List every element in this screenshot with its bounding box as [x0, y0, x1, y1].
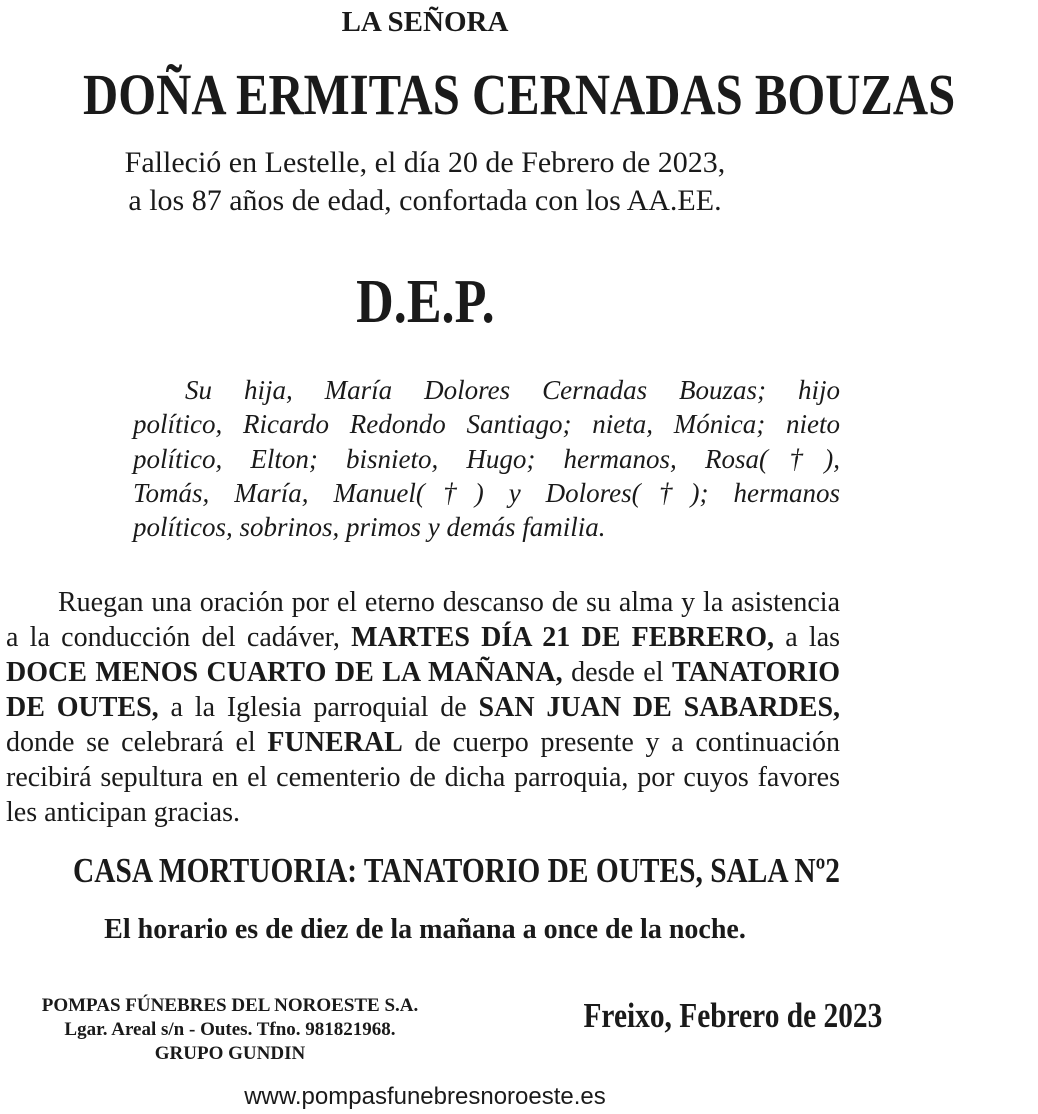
death-notice-line-1: Falleció en Lestelle, el día 20 de Febrero de 2023, [124, 146, 726, 179]
funeral-company-block [10, 994, 450, 1066]
deceased-name: DOÑA ERMITAS CERNADAS BOUZAS [83, 62, 956, 127]
visiting-hours: El horario es de diez de la mañana a once de la noche. [104, 914, 746, 945]
company-group: GRUPO GUNDIN [154, 1043, 306, 1064]
mortuary-location: CASA MORTUORIA: TANATORIO DE OUTES, SALA Nº2 [73, 851, 840, 890]
church-name: SAN JUAN DE SABARDES, [478, 692, 841, 723]
honorific-label: LA SEÑORA [341, 6, 509, 38]
funeral-word: FUNERAL [267, 727, 403, 758]
dep-heading: D.E.P. [355, 268, 495, 336]
company-address: Lgar. Areal s/n - Outes. Tfno. 981821968. [64, 1019, 396, 1040]
website-link[interactable]: www.pompasfunebresnoroeste.es [244, 1083, 606, 1110]
funeral-home: TANATORIO DE OUTES, [6, 657, 841, 723]
death-notice-line-2: a los 87 años de edad, confortada con los AA.EE. [128, 184, 722, 217]
family-paragraph [133, 373, 840, 544]
family-line: Su hija, María Dolores Cernadas Bouzas; hijo [185, 375, 840, 405]
family-line: Tomás, María, Manuel(†) y Dolores(†); hermanos [133, 477, 840, 508]
company-name: POMPAS FÚNEBRES DEL NOROESTE S.A. [41, 995, 419, 1016]
family-line: político, Ricardo Redondo Santiago; nieta, Mónica; nieto [133, 409, 840, 440]
ceremony-paragraph: Ruegan una oración por el eterno descanso de su alma y la asistencia a la conducción del cadáver, MARTES DÍA 21 DE FEBRERO, a las DOCE MENOS CUARTO DE LA MAÑANA, desde el TANATORIO DE OUTES, a la Iglesia parroquial de SAN JUAN DE SABARDES, donde se celebrará el FUNERAL de cuerpo presente y a continuación recibirá sepultura en el cementerio de dicha parroquia, por cuyos favores les anticipan gracias. [6, 587, 841, 828]
funeral-date: MARTES DÍA 21 DE FEBRERO, [351, 622, 774, 653]
funeral-time: DOCE MENOS CUARTO DE LA MAÑANA, [6, 657, 563, 688]
family-line: políticos, sobrinos, primos y demás familia. [133, 512, 606, 543]
city-date: Freixo, Febrero de 2023 [583, 996, 883, 1035]
family-line: político, Elton; bisnieto, Hugo; hermanos, Rosa(†), [133, 443, 840, 474]
